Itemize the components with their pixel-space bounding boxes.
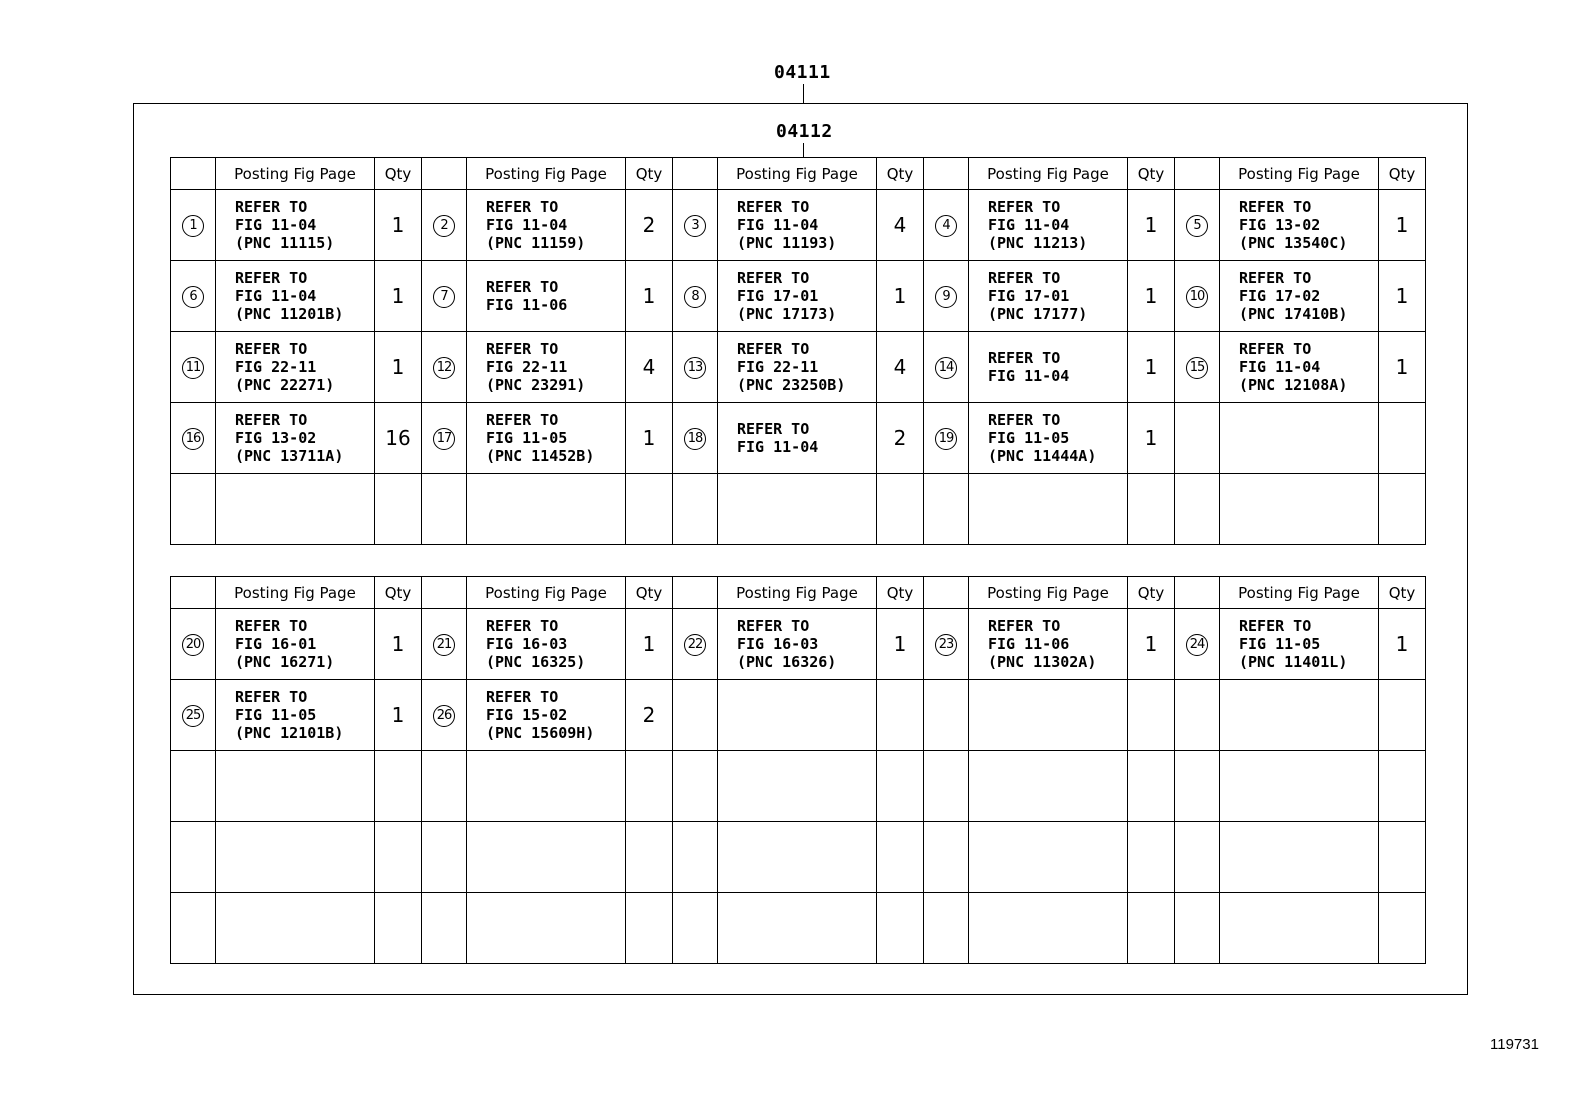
reference-cell — [969, 609, 1128, 680]
reference-text: REFER TO FIG 11-05 (PNC 11401L) — [1239, 617, 1348, 671]
reference-cell — [718, 261, 877, 332]
header-qty: Qty — [1128, 577, 1175, 609]
reference-cell — [718, 751, 877, 822]
qty-cell: 1 — [1379, 332, 1426, 403]
qty-cell — [626, 751, 673, 822]
header-number-cell — [1175, 577, 1220, 609]
item-number-cell — [1175, 680, 1220, 751]
item-number-circle: 14 — [935, 357, 957, 379]
item-number-cell — [171, 261, 216, 332]
reference-text: REFER TO FIG 11-04 (PNC 11115) — [235, 198, 335, 252]
reference-cell — [718, 474, 877, 545]
qty-cell: 1 — [1379, 261, 1426, 332]
item-number-cell — [924, 261, 969, 332]
header-number-cell — [171, 158, 216, 190]
item-number-cell — [422, 190, 467, 261]
header-posting-fig-page: Posting Fig Page — [969, 158, 1128, 190]
header-qty: Qty — [1379, 158, 1426, 190]
qty-cell — [1379, 751, 1426, 822]
item-number-cell — [924, 893, 969, 964]
reference-cell — [216, 474, 375, 545]
qty-cell — [375, 751, 422, 822]
reference-cell — [216, 609, 375, 680]
header-number-cell — [422, 577, 467, 609]
qty-cell — [877, 822, 924, 893]
header-posting-fig-page: Posting Fig Page — [1220, 158, 1379, 190]
reference-text: REFER TO FIG 22-11 (PNC 23250B) — [737, 340, 846, 394]
reference-text: REFER TO FIG 11-04 (PNC 11213) — [988, 198, 1088, 252]
reference-text: REFER TO FIG 22-11 (PNC 23291) — [486, 340, 586, 394]
qty-cell — [1379, 822, 1426, 893]
reference-cell — [1220, 332, 1379, 403]
qty-cell: 1 — [1379, 190, 1426, 261]
header-qty: Qty — [375, 577, 422, 609]
leader-line-outer — [803, 84, 804, 103]
item-number-cell — [673, 474, 718, 545]
item-number-circle: 25 — [182, 705, 204, 727]
item-number-cell — [1175, 893, 1220, 964]
item-number-circle: 22 — [684, 634, 706, 656]
item-number-cell — [1175, 474, 1220, 545]
item-number-circle: 20 — [182, 634, 204, 656]
qty-cell: 4 — [877, 332, 924, 403]
header-qty: Qty — [626, 577, 673, 609]
item-number-cell — [924, 822, 969, 893]
reference-cell — [467, 403, 626, 474]
reference-text: REFER TO FIG 11-04 (PNC 12108A) — [1239, 340, 1348, 394]
qty-cell — [877, 893, 924, 964]
item-number-cell — [924, 609, 969, 680]
reference-cell — [718, 190, 877, 261]
item-number-cell — [1175, 403, 1220, 474]
qty-cell: 4 — [626, 332, 673, 403]
parts-table-top — [170, 157, 1426, 545]
reference-cell — [216, 751, 375, 822]
item-number-cell — [673, 190, 718, 261]
item-number-circle: 11 — [182, 357, 204, 379]
item-number-circle: 13 — [684, 357, 706, 379]
item-number-cell — [673, 332, 718, 403]
qty-cell: 2 — [877, 403, 924, 474]
qty-cell: 16 — [375, 403, 422, 474]
item-number-cell — [422, 822, 467, 893]
reference-cell — [216, 261, 375, 332]
qty-cell — [626, 893, 673, 964]
reference-cell — [216, 680, 375, 751]
qty-cell: 1 — [1128, 332, 1175, 403]
reference-cell — [969, 474, 1128, 545]
qty-cell: 1 — [1128, 261, 1175, 332]
reference-cell — [1220, 403, 1379, 474]
item-number-circle: 26 — [433, 705, 455, 727]
reference-cell — [969, 190, 1128, 261]
item-number-cell — [924, 751, 969, 822]
reference-cell — [467, 261, 626, 332]
item-number-circle: 8 — [684, 286, 706, 308]
assembly-label-inner: 04112 — [776, 121, 833, 142]
qty-cell: 1 — [1128, 403, 1175, 474]
reference-text: REFER TO FIG 11-04 (PNC 11159) — [486, 198, 586, 252]
item-number-circle: 1 — [182, 215, 204, 237]
reference-cell — [718, 680, 877, 751]
reference-cell — [969, 680, 1128, 751]
table-row — [171, 403, 1426, 474]
item-number-cell — [422, 403, 467, 474]
qty-cell: 1 — [375, 190, 422, 261]
reference-cell — [467, 609, 626, 680]
qty-cell: 1 — [877, 609, 924, 680]
item-number-cell — [1175, 609, 1220, 680]
reference-cell — [969, 751, 1128, 822]
item-number-cell — [924, 403, 969, 474]
qty-cell: 1 — [626, 261, 673, 332]
qty-cell: 2 — [626, 190, 673, 261]
reference-text: REFER TO FIG 11-04 (PNC 11201B) — [235, 269, 344, 323]
reference-cell — [467, 190, 626, 261]
qty-cell: 1 — [375, 261, 422, 332]
reference-cell — [467, 751, 626, 822]
qty-cell — [1379, 474, 1426, 545]
reference-text: REFER TO FIG 17-02 (PNC 17410B) — [1239, 269, 1348, 323]
reference-text: REFER TO FIG 17-01 (PNC 17177) — [988, 269, 1088, 323]
table-row — [171, 261, 1426, 332]
assembly-label-outer: 04111 — [774, 62, 831, 83]
item-number-circle: 7 — [433, 286, 455, 308]
qty-cell — [877, 751, 924, 822]
reference-text: REFER TO FIG 11-04 — [737, 420, 819, 456]
table-row — [171, 474, 1426, 545]
item-number-cell — [673, 751, 718, 822]
reference-cell — [216, 332, 375, 403]
qty-cell — [1128, 474, 1175, 545]
reference-cell — [718, 332, 877, 403]
item-number-cell — [171, 609, 216, 680]
item-number-cell — [1175, 332, 1220, 403]
qty-cell — [375, 893, 422, 964]
table-row — [171, 332, 1426, 403]
item-number-cell — [171, 474, 216, 545]
table-row — [171, 609, 1426, 680]
reference-cell — [1220, 893, 1379, 964]
reference-cell — [1220, 261, 1379, 332]
reference-cell — [969, 332, 1128, 403]
reference-cell — [467, 822, 626, 893]
qty-cell — [626, 474, 673, 545]
item-number-circle: 16 — [182, 428, 204, 450]
item-number-circle: 4 — [935, 215, 957, 237]
reference-cell — [216, 822, 375, 893]
qty-cell: 1 — [626, 403, 673, 474]
qty-cell: 1 — [1128, 190, 1175, 261]
item-number-circle: 23 — [935, 634, 957, 656]
item-number-cell — [924, 680, 969, 751]
qty-cell — [1128, 893, 1175, 964]
reference-text: REFER TO FIG 22-11 (PNC 22271) — [235, 340, 335, 394]
reference-cell — [718, 893, 877, 964]
header-qty: Qty — [1128, 158, 1175, 190]
qty-cell: 4 — [877, 190, 924, 261]
qty-cell: 1 — [375, 609, 422, 680]
item-number-cell — [1175, 190, 1220, 261]
table-row — [171, 893, 1426, 964]
header-qty: Qty — [626, 158, 673, 190]
header-number-cell — [924, 577, 969, 609]
header-posting-fig-page: Posting Fig Page — [718, 577, 877, 609]
item-number-cell — [673, 261, 718, 332]
header-row — [171, 577, 1426, 609]
item-number-circle: 19 — [935, 428, 957, 450]
header-number-cell — [924, 158, 969, 190]
qty-cell — [1379, 893, 1426, 964]
reference-cell — [969, 403, 1128, 474]
item-number-circle: 24 — [1186, 634, 1208, 656]
item-number-cell — [673, 893, 718, 964]
header-qty: Qty — [877, 158, 924, 190]
qty-cell — [1379, 680, 1426, 751]
reference-text: REFER TO FIG 13-02 (PNC 13711A) — [235, 411, 344, 465]
reference-cell — [216, 403, 375, 474]
reference-cell — [216, 893, 375, 964]
reference-text: REFER TO FIG 11-05 (PNC 12101B) — [235, 688, 344, 742]
qty-cell — [877, 474, 924, 545]
reference-cell — [467, 680, 626, 751]
qty-cell — [626, 822, 673, 893]
qty-cell — [375, 822, 422, 893]
item-number-circle: 6 — [182, 286, 204, 308]
reference-cell — [969, 893, 1128, 964]
reference-text: REFER TO FIG 16-01 (PNC 16271) — [235, 617, 335, 671]
reference-cell — [718, 609, 877, 680]
item-number-cell — [422, 474, 467, 545]
reference-cell — [718, 403, 877, 474]
item-number-circle: 10 — [1186, 286, 1208, 308]
reference-text: REFER TO FIG 16-03 (PNC 16326) — [737, 617, 837, 671]
item-number-cell — [1175, 822, 1220, 893]
item-number-circle: 17 — [433, 428, 455, 450]
qty-cell: 1 — [375, 332, 422, 403]
qty-cell: 2 — [626, 680, 673, 751]
header-number-cell — [171, 577, 216, 609]
item-number-cell — [422, 261, 467, 332]
leader-line-inner — [803, 143, 804, 157]
item-number-circle: 9 — [935, 286, 957, 308]
reference-cell — [1220, 751, 1379, 822]
parts-table-bottom — [170, 576, 1426, 964]
qty-cell: 1 — [626, 609, 673, 680]
item-number-cell — [924, 474, 969, 545]
item-number-circle: 21 — [433, 634, 455, 656]
reference-text: REFER TO FIG 16-03 (PNC 16325) — [486, 617, 586, 671]
qty-cell: 1 — [1128, 609, 1175, 680]
header-number-cell — [673, 158, 718, 190]
item-number-circle: 12 — [433, 357, 455, 379]
reference-text: REFER TO FIG 11-04 — [988, 349, 1070, 385]
table-row — [171, 190, 1426, 261]
item-number-cell — [422, 893, 467, 964]
reference-cell — [1220, 609, 1379, 680]
header-number-cell — [422, 158, 467, 190]
qty-cell: 1 — [1379, 609, 1426, 680]
item-number-circle: 5 — [1186, 215, 1208, 237]
header-posting-fig-page: Posting Fig Page — [718, 158, 877, 190]
reference-text: REFER TO FIG 11-05 (PNC 11452B) — [486, 411, 595, 465]
item-number-cell — [1175, 751, 1220, 822]
qty-cell: 1 — [375, 680, 422, 751]
header-qty: Qty — [877, 577, 924, 609]
item-number-cell — [673, 680, 718, 751]
item-number-cell — [924, 190, 969, 261]
reference-text: REFER TO FIG 11-06 (PNC 11302A) — [988, 617, 1097, 671]
header-posting-fig-page: Posting Fig Page — [1220, 577, 1379, 609]
reference-cell — [1220, 680, 1379, 751]
item-number-cell — [171, 751, 216, 822]
reference-text: REFER TO FIG 11-06 — [486, 278, 568, 314]
document-id: 119731 — [1490, 1036, 1539, 1053]
item-number-cell — [673, 822, 718, 893]
reference-cell — [969, 822, 1128, 893]
qty-cell — [1128, 751, 1175, 822]
item-number-cell — [171, 822, 216, 893]
qty-cell — [375, 474, 422, 545]
table-row — [171, 680, 1426, 751]
item-number-cell — [673, 403, 718, 474]
reference-cell — [1220, 822, 1379, 893]
reference-cell — [467, 332, 626, 403]
item-number-cell — [673, 609, 718, 680]
reference-text: REFER TO FIG 11-05 (PNC 11444A) — [988, 411, 1097, 465]
header-qty: Qty — [1379, 577, 1426, 609]
item-number-cell — [422, 680, 467, 751]
header-posting-fig-page: Posting Fig Page — [216, 577, 375, 609]
qty-cell — [1128, 680, 1175, 751]
item-number-circle: 3 — [684, 215, 706, 237]
reference-cell — [718, 822, 877, 893]
reference-text: REFER TO FIG 13-02 (PNC 13540C) — [1239, 198, 1348, 252]
item-number-cell — [422, 609, 467, 680]
header-posting-fig-page: Posting Fig Page — [216, 158, 375, 190]
item-number-cell — [171, 680, 216, 751]
item-number-cell — [422, 751, 467, 822]
reference-cell — [1220, 474, 1379, 545]
header-number-cell — [673, 577, 718, 609]
item-number-circle: 2 — [433, 215, 455, 237]
item-number-cell — [924, 332, 969, 403]
reference-text: REFER TO FIG 15-02 (PNC 15609H) — [486, 688, 595, 742]
header-posting-fig-page: Posting Fig Page — [467, 577, 626, 609]
header-number-cell — [1175, 158, 1220, 190]
header-qty: Qty — [375, 158, 422, 190]
qty-cell — [1379, 403, 1426, 474]
item-number-cell — [1175, 261, 1220, 332]
header-posting-fig-page: Posting Fig Page — [467, 158, 626, 190]
item-number-circle: 18 — [684, 428, 706, 450]
qty-cell — [877, 680, 924, 751]
header-row — [171, 158, 1426, 190]
qty-cell — [1128, 822, 1175, 893]
table-row — [171, 751, 1426, 822]
reference-text: REFER TO FIG 17-01 (PNC 17173) — [737, 269, 837, 323]
item-number-cell — [171, 403, 216, 474]
item-number-cell — [171, 190, 216, 261]
table-row — [171, 822, 1426, 893]
reference-cell — [216, 190, 375, 261]
item-number-cell — [422, 332, 467, 403]
qty-cell: 1 — [877, 261, 924, 332]
item-number-cell — [171, 893, 216, 964]
item-number-cell — [171, 332, 216, 403]
reference-text: REFER TO FIG 11-04 (PNC 11193) — [737, 198, 837, 252]
reference-cell — [969, 261, 1128, 332]
item-number-circle: 15 — [1186, 357, 1208, 379]
reference-cell — [1220, 190, 1379, 261]
header-posting-fig-page: Posting Fig Page — [969, 577, 1128, 609]
reference-cell — [467, 893, 626, 964]
reference-cell — [467, 474, 626, 545]
